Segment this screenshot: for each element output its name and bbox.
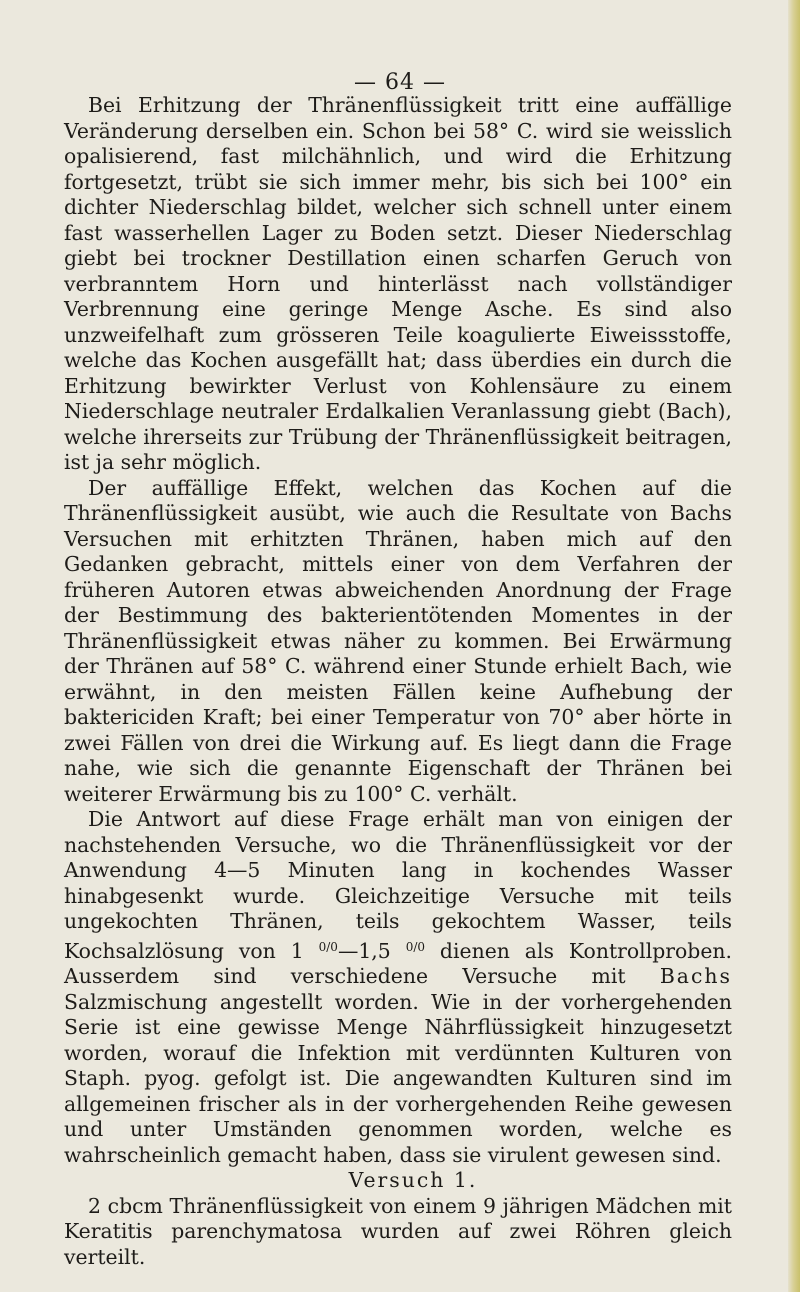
paragraph-3-part-a: Die Antwort auf diese Frage erhält man von einigen der nachstehenden Versuche, wo die Thränenflüssigkeit vor der Anwendung 4—5 Minuten lang in kochendes Wasser hinabgesenkt wurde. Gleichzeitige Versuche mit teils ungekochten Thränen, teils gekochtem Wasser, teils Kochsalzlösung von 1 [64,807,732,963]
author-name-bachs: Bachs [659,964,732,988]
page-number: — 64 — [354,70,446,95]
body-text [64,93,732,1270]
paragraph-3-part-b: dienen als Kontrollproben. Ausserdem sind verschiedene Versuche mit [64,938,733,988]
section-heading: Versuch 1. [348,1168,478,1192]
page-edge-decoration [788,0,800,1292]
paragraph-2: Der auffällige Effekt, welchen das Kochen auf die Thränenflüssigkeit ausübt, wie auch die Resultate von Bachs Versuchen mit erhitzten Thränen, haben mich auf den Gedanken gebracht, mittels einer von dem Verfahren der früheren Autoren etwas abweichenden Anordnung der Frage der Bestimmung des bakterientötenden Momentes in der Thränenflüssigkeit etwas näher zu kommen. Bei Erwärmung der Thränen auf 58° C. während einer Stunde erhielt Bach, wie erwähnt, in den meisten Fällen keine Aufhebung der baktericiden Kraft; bei einer Temperatur von 70° aber hörte in zwei Fällen von drei die Wirkung auf. Es liegt dann die Frage nahe, wie sich die genannte Eigenschaft der Thränen bei weiterer Erwärmung bis zu 100° C. verhält. [64,475,732,806]
paragraph-1: Bei Erhitzung der Thränenflüssigkeit tritt eine auffällige Veränderung derselben ein. Schon bei 58° C. wird sie weisslich opalisierend, fast milchähnlich, und wird die Erhitzung fortgesetzt, trübt sie sich immer mehr, bis sich bei 100° ein dichter Niederschlag bildet, welcher sich schnell unter einem fast wasserhellen Lager zu Boden setzt. Dieser Niederschlag giebt bei trockner Destillation einen scharfen Geruch von verbranntem Horn und hinterlässt nach vollständiger Verbrennung eine geringe Menge Asche. Es sind also unzweifelhaft zum grösseren Teile koagulierte Eiweissstoffe, welche das Kochen ausgefällt hat; dass überdies ein durch die Erhitzung bewirkter Verlust von Kohlensäure zu einem Niederschlage neutraler Erdalkalien Veranlassung giebt (Bach), welche ihrerseits zur Trübung der Thränenflüssigkeit beitragen, ist ja sehr möglich. [64,93,732,474]
paragraph-4: 2 cbcm Thränenflüssigkeit von einem 9 jährigen Mädchen mit Keratitis parenchymatosa wurden auf zwei Röhren gleich verteilt. [64,1193,732,1269]
percent-sign-1: 0/0 [318,939,338,954]
percent-sign-2: 0/0 [405,939,425,954]
paragraph-3-part-c: Salzmischung angestellt worden. Wie in der vorhergehenden Serie ist eine gewisse Menge Nährflüssigkeit hinzugesetzt worden, worauf die Infektion mit verdünnten Kulturen von Staph. pyog. gefolgt ist. Die angewandten Kulturen sind im allgemeinen frischer als in der vorhergehenden Reihe gewesen und unter Umständen genommen worden, welche es wahrscheinlich gemacht haben, dass sie virulent gewesen sind. [64,989,732,1167]
paragraph-3 [64,807,732,1168]
paragraph-3-range: —1,5 [337,938,391,963]
